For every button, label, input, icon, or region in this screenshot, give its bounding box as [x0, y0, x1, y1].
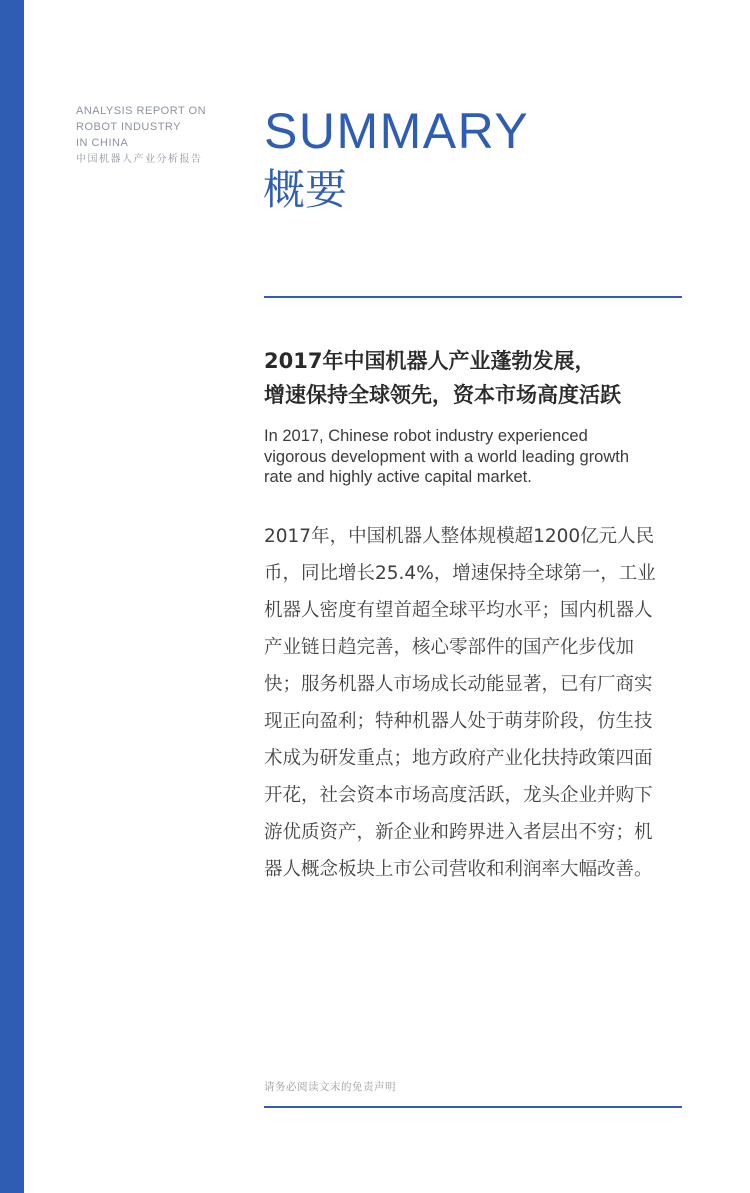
top-divider	[264, 296, 682, 298]
body-line: 现正向盈利；特种机器人处于萌芽阶段，仿生技	[264, 711, 653, 732]
body-line: 游优质资产，新企业和跨界进入者层出不穷；机	[264, 822, 653, 843]
headline-zh	[264, 344, 734, 412]
report-series-en-line: ANALYSIS REPORT ON	[76, 105, 207, 117]
bottom-divider	[264, 1106, 682, 1108]
subheadline-en	[264, 426, 734, 488]
summary-body	[264, 518, 700, 888]
report-series-en	[76, 103, 246, 151]
disclaimer-note: 请务必阅读文末的免责声明	[264, 1081, 396, 1093]
report-series-en-line: IN CHINA	[76, 137, 129, 149]
report-series-en-line: ROBOT INDUSTRY	[76, 121, 181, 133]
body-line: 币，同比增长25.4%，增速保持全球第一，工业	[264, 563, 656, 584]
subheadline-line: rate and highly active capital market.	[264, 468, 532, 486]
body-line: 开花，社会资本市场高度活跃，龙头企业并购下	[264, 785, 653, 806]
report-series-label	[76, 103, 246, 168]
body-line: 产业链日趋完善，核心零部件的国产化步伐加	[264, 637, 635, 658]
report-series-zh: 中国机器人产业分析报告	[76, 154, 203, 165]
body-line: 2017年，中国机器人整体规模超1200亿元人民	[264, 526, 655, 547]
headline-line: 增速保持全球领先，资本市场高度活跃	[264, 383, 621, 407]
page-title-zh: 概要	[263, 165, 348, 214]
headline-line: 2017年中国机器人产业蓬勃发展，	[264, 349, 596, 373]
body-line: 器人概念板块上市公司营收和利润率大幅改善。	[264, 859, 653, 880]
subheadline-line: vigorous development with a world leading growth	[264, 447, 630, 466]
body-line: 快；服务机器人市场成长动能显著，已有厂商实	[264, 674, 653, 695]
subheadline-line: In 2017, Chinese robot industry experienced	[264, 427, 588, 445]
body-line: 术成为研发重点；地方政府产业化扶持政策四面	[264, 748, 653, 769]
left-accent-bar	[0, 0, 24, 1193]
body-line: 机器人密度有望首超全球平均水平；国内机器人	[264, 600, 653, 621]
page-title-en: SUMMARY	[264, 103, 530, 159]
